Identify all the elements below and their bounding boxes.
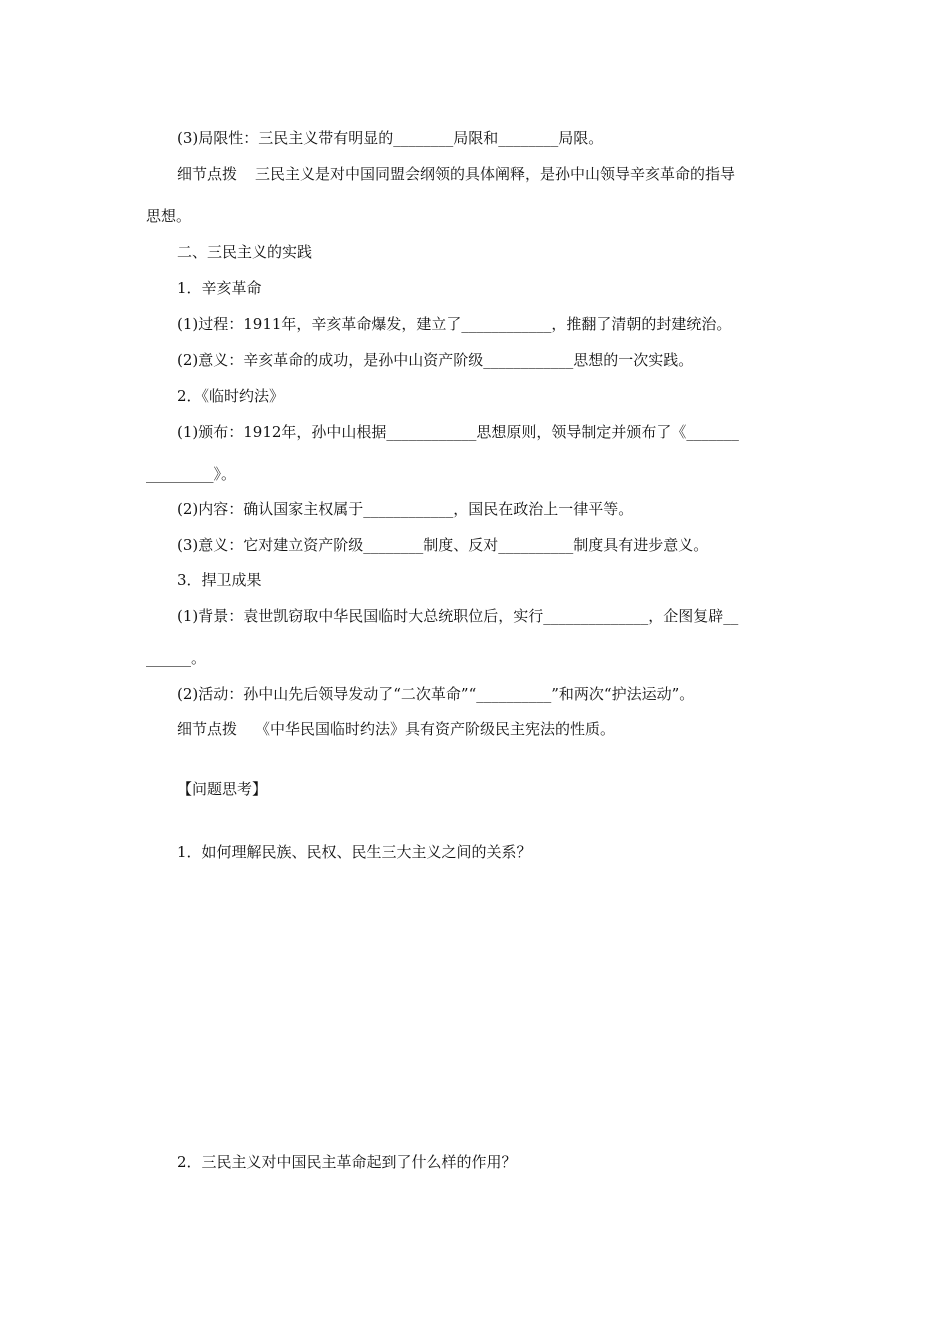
process-item: (1)过程：1911年，辛亥革命爆发，建立了____________，推翻了清朝的封建统治。 xyxy=(177,315,732,333)
question-2: 2．三民主义对中国民主革命起到了什么样的作用？ xyxy=(177,1153,517,1171)
detail-tip-2 xyxy=(177,719,615,739)
promulgation-item: (1)颁布：1912年，孙中山根据____________思想原则，领导制定并颁布了《_______ xyxy=(177,423,739,441)
detail-tip-label: 细节点拨 xyxy=(177,720,238,738)
background-item: (1)背景：袁世凯窃取中华民国临时大总统职位后，实行______________，企图复辟__ xyxy=(177,607,739,625)
background-item-continuation: ______。 xyxy=(146,649,207,667)
constitution-significance-item: (3)意义：它对建立资产阶级________制度、反对__________制度具有进步意义。 xyxy=(177,536,709,554)
question-section-heading: 【问题思考】 xyxy=(177,780,268,798)
detail-tip-1 xyxy=(177,164,735,184)
detail-tip-label: 细节点拨 xyxy=(177,165,238,183)
significance-item: (2)意义：辛亥革命的成功，是孙中山资产阶级____________思想的一次实践。 xyxy=(177,351,694,369)
subheading-defend-results: 3．捍卫成果 xyxy=(177,571,262,589)
section-heading-practice: 二、三民主义的实践 xyxy=(177,243,313,261)
detail-tip-text: 《中华民国临时约法》具有资产阶级民主宪法的性质。 xyxy=(255,720,616,738)
activities-item: (2)活动：孙中山先后领导发动了“二次革命”“__________”和两次“护法运动”。 xyxy=(177,685,695,703)
subheading-provisional-constitution: 2．《临时约法》 xyxy=(177,387,285,405)
promulgation-item-continuation: _________》。 xyxy=(146,465,237,483)
detail-tip-1-continuation: 思想。 xyxy=(146,207,192,225)
content-item: (2)内容：确认国家主权属于____________，国民在政治上一律平等。 xyxy=(177,500,634,518)
question-1: 1．如何理解民族、民权、民生三大主义之间的关系？ xyxy=(177,843,532,861)
limitation-item: (3)局限性：三民主义带有明显的________局限和________局限。 xyxy=(177,129,604,147)
subheading-xinhai-revolution: 1．辛亥革命 xyxy=(177,279,262,297)
detail-tip-text: 三民主义是对中国同盟会纲领的具体阐释，是孙中山领导辛亥革命的指导 xyxy=(255,165,736,183)
